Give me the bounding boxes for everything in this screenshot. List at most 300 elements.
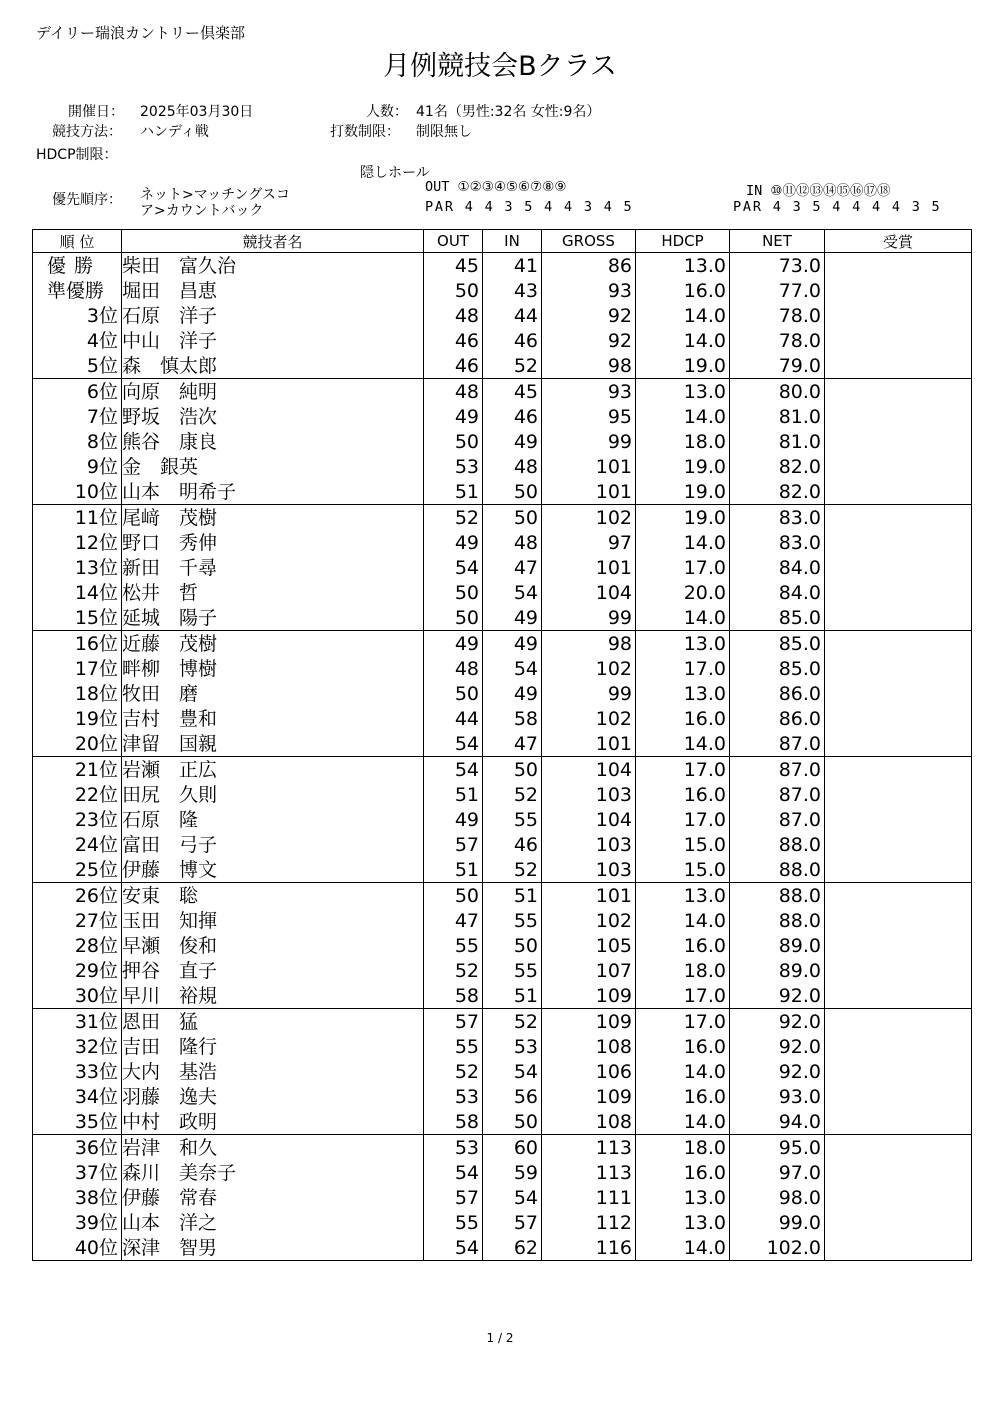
cell-net: 85.0	[730, 656, 825, 681]
cell-name: 中村 政明	[122, 1109, 424, 1135]
cell-in: 45	[483, 379, 542, 405]
cell-award	[825, 1059, 972, 1084]
cell-gross: 109	[542, 1084, 636, 1109]
cell-gross: 102	[542, 706, 636, 731]
cell-out: 51	[424, 857, 483, 883]
cell-hdcp: 14.0	[636, 530, 730, 555]
cell-out: 57	[424, 1009, 483, 1035]
cell-name: 畔柳 博樹	[122, 656, 424, 681]
cell-award	[825, 404, 972, 429]
table-row	[33, 1210, 972, 1235]
table-row	[33, 1059, 972, 1084]
cell-in: 52	[483, 857, 542, 883]
cell-gross: 103	[542, 832, 636, 857]
cell-out: 50	[424, 605, 483, 631]
cell-rank: 14位	[33, 580, 122, 605]
table-row	[33, 479, 972, 505]
cell-name: 向原 純明	[122, 379, 424, 405]
cell-gross: 113	[542, 1135, 636, 1161]
cell-hdcp: 16.0	[636, 933, 730, 958]
cell-award	[825, 983, 972, 1009]
cell-award	[825, 353, 972, 379]
cell-rank: 16位	[33, 631, 122, 657]
cell-rank: 13位	[33, 555, 122, 580]
table-row	[33, 1160, 972, 1185]
cell-gross: 102	[542, 505, 636, 531]
cell-gross: 113	[542, 1160, 636, 1185]
cell-net: 88.0	[730, 883, 825, 909]
cell-out: 47	[424, 908, 483, 933]
table-row	[33, 832, 972, 857]
cell-award	[825, 908, 972, 933]
cell-rank: 25位	[33, 857, 122, 883]
date-value: 2025年03月30日	[140, 104, 254, 120]
cell-rank: 31位	[33, 1009, 122, 1035]
priority-line-1: ネット>マッチングスコ	[140, 187, 291, 203]
cell-gross: 98	[542, 631, 636, 657]
table-row	[33, 706, 972, 731]
cell-gross: 104	[542, 757, 636, 783]
cell-out: 52	[424, 1059, 483, 1084]
table-row	[33, 983, 972, 1009]
cell-gross: 101	[542, 479, 636, 505]
cell-hdcp: 18.0	[636, 429, 730, 454]
cell-name: 野坂 浩次	[122, 404, 424, 429]
limit-label: 打数制限：	[330, 124, 400, 140]
cell-hdcp: 19.0	[636, 479, 730, 505]
cell-hdcp: 14.0	[636, 1109, 730, 1135]
cell-name: 早瀬 俊和	[122, 933, 424, 958]
priority-value	[140, 187, 290, 219]
cell-name: 中山 洋子	[122, 328, 424, 353]
cell-hdcp: 13.0	[636, 883, 730, 909]
cell-net: 81.0	[730, 429, 825, 454]
cell-gross: 104	[542, 807, 636, 832]
cell-in: 44	[483, 303, 542, 328]
cell-out: 49	[424, 404, 483, 429]
cell-gross: 101	[542, 454, 636, 479]
cell-net: 88.0	[730, 908, 825, 933]
cell-hdcp: 16.0	[636, 278, 730, 303]
cell-in: 54	[483, 1185, 542, 1210]
cell-name: 延城 陽子	[122, 605, 424, 631]
cell-out: 48	[424, 303, 483, 328]
cell-name: 山本 明希子	[122, 479, 424, 505]
cell-award	[825, 1034, 972, 1059]
cell-name: 野口 秀伸	[122, 530, 424, 555]
cell-name: 大内 基浩	[122, 1059, 424, 1084]
cell-gross: 103	[542, 782, 636, 807]
cell-hdcp: 14.0	[636, 404, 730, 429]
col-hdcp: HDCP	[636, 230, 730, 253]
cell-in: 56	[483, 1084, 542, 1109]
cell-hdcp: 13.0	[636, 1210, 730, 1235]
cell-in: 48	[483, 454, 542, 479]
cell-hdcp: 18.0	[636, 958, 730, 983]
cell-gross: 98	[542, 353, 636, 379]
cell-award	[825, 328, 972, 353]
cell-hdcp: 17.0	[636, 656, 730, 681]
cell-award	[825, 1084, 972, 1109]
cell-gross: 109	[542, 1009, 636, 1035]
cell-award	[825, 580, 972, 605]
cell-in: 58	[483, 706, 542, 731]
cell-gross: 109	[542, 983, 636, 1009]
cell-name: 玉田 知揮	[122, 908, 424, 933]
cell-award	[825, 530, 972, 555]
cell-in: 49	[483, 605, 542, 631]
cell-name: 安東 聡	[122, 883, 424, 909]
cell-net: 102.0	[730, 1235, 825, 1261]
cell-net: 83.0	[730, 530, 825, 555]
table-row	[33, 429, 972, 454]
cell-rank: 9位	[33, 454, 122, 479]
cell-in: 49	[483, 631, 542, 657]
cell-out: 53	[424, 454, 483, 479]
cell-out: 51	[424, 479, 483, 505]
priority-line-2: ア>カウントバック	[140, 203, 264, 219]
cell-in: 41	[483, 253, 542, 279]
cell-net: 89.0	[730, 933, 825, 958]
cell-hdcp: 13.0	[636, 379, 730, 405]
cell-gross: 103	[542, 857, 636, 883]
cell-net: 85.0	[730, 631, 825, 657]
cell-rank: 5位	[33, 353, 122, 379]
table-row	[33, 1135, 972, 1161]
cell-out: 50	[424, 278, 483, 303]
cell-name: 伊藤 博文	[122, 857, 424, 883]
cell-net: 88.0	[730, 857, 825, 883]
cell-name: 早川 裕規	[122, 983, 424, 1009]
cell-net: 77.0	[730, 278, 825, 303]
cell-in: 62	[483, 1235, 542, 1261]
cell-out: 50	[424, 429, 483, 454]
cell-hdcp: 17.0	[636, 555, 730, 580]
cell-name: 森川 美奈子	[122, 1160, 424, 1185]
cell-out: 48	[424, 656, 483, 681]
cell-out: 53	[424, 1135, 483, 1161]
cell-hdcp: 13.0	[636, 1185, 730, 1210]
cell-net: 82.0	[730, 479, 825, 505]
table-row	[33, 530, 972, 555]
method-label: 競技方法：	[52, 124, 122, 140]
cell-out: 55	[424, 1210, 483, 1235]
table-row	[33, 731, 972, 757]
cell-gross: 99	[542, 429, 636, 454]
cell-name: 柴田 富久治	[122, 253, 424, 279]
cell-rank: 10位	[33, 479, 122, 505]
table-row	[33, 1034, 972, 1059]
cell-net: 87.0	[730, 757, 825, 783]
cell-award	[825, 681, 972, 706]
cell-gross: 101	[542, 731, 636, 757]
cell-name: 吉田 隆行	[122, 1034, 424, 1059]
cell-hdcp: 14.0	[636, 303, 730, 328]
cell-net: 85.0	[730, 605, 825, 631]
cell-in: 50	[483, 933, 542, 958]
cell-name: 金 銀英	[122, 454, 424, 479]
cell-in: 55	[483, 807, 542, 832]
cell-in: 50	[483, 505, 542, 531]
table-row	[33, 404, 972, 429]
cell-out: 46	[424, 328, 483, 353]
cell-rank: 4位	[33, 328, 122, 353]
cell-name: 石原 洋子	[122, 303, 424, 328]
cell-rank: 19位	[33, 706, 122, 731]
cell-out: 49	[424, 631, 483, 657]
cell-rank: 36位	[33, 1135, 122, 1161]
cell-gross: 106	[542, 1059, 636, 1084]
table-row	[33, 278, 972, 303]
table-row	[33, 908, 972, 933]
cell-rank: 優 勝	[33, 253, 122, 279]
cell-net: 82.0	[730, 454, 825, 479]
cell-net: 92.0	[730, 983, 825, 1009]
cell-name: 津留 国親	[122, 731, 424, 757]
col-in: IN	[483, 230, 542, 253]
table-row	[33, 605, 972, 631]
cell-hdcp: 16.0	[636, 706, 730, 731]
cell-gross: 112	[542, 1210, 636, 1235]
cell-hdcp: 19.0	[636, 454, 730, 479]
table-row	[33, 857, 972, 883]
cell-hdcp: 14.0	[636, 328, 730, 353]
cell-rank: 15位	[33, 605, 122, 631]
cell-gross: 116	[542, 1235, 636, 1261]
cell-rank: 準優勝	[33, 278, 122, 303]
out-holes: OUT ①②③④⑤⑥⑦⑧⑨	[425, 179, 567, 195]
cell-out: 51	[424, 782, 483, 807]
cell-gross: 102	[542, 908, 636, 933]
cell-hdcp: 13.0	[636, 253, 730, 279]
cell-hdcp: 19.0	[636, 505, 730, 531]
cell-award	[825, 555, 972, 580]
cell-gross: 92	[542, 303, 636, 328]
cell-net: 84.0	[730, 580, 825, 605]
cell-net: 78.0	[730, 303, 825, 328]
cell-name: 牧田 磨	[122, 681, 424, 706]
cell-hdcp: 17.0	[636, 757, 730, 783]
cell-out: 54	[424, 555, 483, 580]
cell-award	[825, 1210, 972, 1235]
cell-rank: 21位	[33, 757, 122, 783]
cell-in: 47	[483, 731, 542, 757]
cell-gross: 93	[542, 278, 636, 303]
cell-name: 石原 隆	[122, 807, 424, 832]
out-par: PAR 4 4 3 5 4 4 3 4 5	[425, 199, 634, 215]
cell-out: 49	[424, 530, 483, 555]
cell-name: 深津 智男	[122, 1235, 424, 1261]
cell-net: 92.0	[730, 1009, 825, 1035]
cell-in: 46	[483, 832, 542, 857]
hidden-holes-label: 隠しホール	[360, 165, 430, 181]
cell-gross: 102	[542, 656, 636, 681]
cell-rank: 30位	[33, 983, 122, 1009]
cell-award	[825, 656, 972, 681]
cell-rank: 24位	[33, 832, 122, 857]
col-gross: GROSS	[542, 230, 636, 253]
cell-in: 54	[483, 580, 542, 605]
cell-rank: 40位	[33, 1235, 122, 1261]
method-value: ハンディ戦	[140, 124, 209, 140]
cell-net: 97.0	[730, 1160, 825, 1185]
cell-out: 52	[424, 505, 483, 531]
cell-out: 44	[424, 706, 483, 731]
cell-gross: 92	[542, 328, 636, 353]
cell-rank: 29位	[33, 958, 122, 983]
cell-gross: 111	[542, 1185, 636, 1210]
cell-out: 54	[424, 1160, 483, 1185]
hdcp-limit-label: HDCP制限：	[36, 147, 118, 163]
cell-out: 50	[424, 681, 483, 706]
cell-hdcp: 15.0	[636, 832, 730, 857]
col-name: 競技者名	[122, 230, 424, 253]
cell-gross: 93	[542, 379, 636, 405]
cell-name: 松井 哲	[122, 580, 424, 605]
cell-in: 51	[483, 983, 542, 1009]
cell-hdcp: 13.0	[636, 681, 730, 706]
cell-hdcp: 14.0	[636, 1235, 730, 1261]
cell-name: 新田 千尋	[122, 555, 424, 580]
table-row	[33, 656, 972, 681]
cell-award	[825, 253, 972, 279]
cell-hdcp: 17.0	[636, 983, 730, 1009]
cell-in: 52	[483, 353, 542, 379]
cell-net: 94.0	[730, 1109, 825, 1135]
cell-hdcp: 18.0	[636, 1135, 730, 1161]
cell-net: 81.0	[730, 404, 825, 429]
cell-out: 55	[424, 1034, 483, 1059]
cell-out: 58	[424, 1109, 483, 1135]
cell-net: 88.0	[730, 832, 825, 857]
table-row	[33, 1109, 972, 1135]
cell-name: 森 慎太郎	[122, 353, 424, 379]
table-row	[33, 883, 972, 909]
cell-award	[825, 706, 972, 731]
col-out: OUT	[424, 230, 483, 253]
cell-rank: 23位	[33, 807, 122, 832]
cell-in: 50	[483, 479, 542, 505]
cell-name: 尾﨑 茂樹	[122, 505, 424, 531]
cell-in: 48	[483, 530, 542, 555]
cell-rank: 28位	[33, 933, 122, 958]
cell-net: 87.0	[730, 782, 825, 807]
cell-rank: 18位	[33, 681, 122, 706]
cell-name: 山本 洋之	[122, 1210, 424, 1235]
cell-hdcp: 19.0	[636, 353, 730, 379]
cell-hdcp: 14.0	[636, 605, 730, 631]
cell-name: 岩瀬 正広	[122, 757, 424, 783]
in-holes: IN ⑩⑪⑫⑬⑭⑮⑯⑰⑱	[746, 183, 891, 199]
cell-award	[825, 454, 972, 479]
results-table	[32, 229, 972, 1261]
cell-gross: 108	[542, 1034, 636, 1059]
cell-rank: 8位	[33, 429, 122, 454]
cell-rank: 34位	[33, 1084, 122, 1109]
in-par: PAR 4 3 5 4 4 4 4 3 5	[733, 199, 942, 215]
cell-net: 86.0	[730, 681, 825, 706]
cell-out: 52	[424, 958, 483, 983]
cell-in: 59	[483, 1160, 542, 1185]
cell-award	[825, 807, 972, 832]
cell-net: 93.0	[730, 1084, 825, 1109]
cell-name: 堀田 昌恵	[122, 278, 424, 303]
cell-net: 73.0	[730, 253, 825, 279]
cell-award	[825, 505, 972, 531]
cell-in: 47	[483, 555, 542, 580]
table-row	[33, 782, 972, 807]
table-row	[33, 1009, 972, 1035]
cell-out: 49	[424, 807, 483, 832]
table-row	[33, 1185, 972, 1210]
cell-name: 恩田 猛	[122, 1009, 424, 1035]
table-row	[33, 1235, 972, 1261]
cell-net: 99.0	[730, 1210, 825, 1235]
page-title: 月例競技会Bクラス	[383, 51, 617, 82]
cell-out: 57	[424, 832, 483, 857]
cell-hdcp: 13.0	[636, 631, 730, 657]
cell-net: 98.0	[730, 1185, 825, 1210]
cell-hdcp: 14.0	[636, 908, 730, 933]
cell-award	[825, 278, 972, 303]
cell-award	[825, 832, 972, 857]
col-net: NET	[730, 230, 825, 253]
cell-hdcp: 15.0	[636, 857, 730, 883]
cell-net: 83.0	[730, 505, 825, 531]
cell-hdcp: 14.0	[636, 731, 730, 757]
cell-in: 52	[483, 782, 542, 807]
participants-value: 41名（男性:32名 女性:9名）	[416, 104, 601, 120]
cell-in: 51	[483, 883, 542, 909]
table-row	[33, 505, 972, 531]
cell-award	[825, 933, 972, 958]
cell-net: 80.0	[730, 379, 825, 405]
cell-out: 53	[424, 1084, 483, 1109]
cell-net: 78.0	[730, 328, 825, 353]
cell-rank: 3位	[33, 303, 122, 328]
cell-in: 43	[483, 278, 542, 303]
cell-rank: 27位	[33, 908, 122, 933]
cell-award	[825, 883, 972, 909]
cell-name: 伊藤 常春	[122, 1185, 424, 1210]
cell-net: 95.0	[730, 1135, 825, 1161]
cell-rank: 39位	[33, 1210, 122, 1235]
table-row	[33, 757, 972, 783]
cell-award	[825, 605, 972, 631]
table-row	[33, 454, 972, 479]
cell-gross: 107	[542, 958, 636, 983]
cell-in: 52	[483, 1009, 542, 1035]
cell-gross: 99	[542, 605, 636, 631]
cell-hdcp: 16.0	[636, 1034, 730, 1059]
cell-net: 84.0	[730, 555, 825, 580]
cell-in: 54	[483, 1059, 542, 1084]
cell-hdcp: 17.0	[636, 1009, 730, 1035]
cell-in: 46	[483, 404, 542, 429]
club-name: デイリー瑞浪カントリー倶楽部	[36, 24, 245, 42]
cell-gross: 95	[542, 404, 636, 429]
cell-rank: 37位	[33, 1160, 122, 1185]
table-row	[33, 328, 972, 353]
cell-award	[825, 958, 972, 983]
cell-out: 46	[424, 353, 483, 379]
cell-rank: 22位	[33, 782, 122, 807]
table-row	[33, 580, 972, 605]
cell-out: 54	[424, 1235, 483, 1261]
cell-name: 押谷 直子	[122, 958, 424, 983]
table-row	[33, 681, 972, 706]
cell-out: 54	[424, 757, 483, 783]
